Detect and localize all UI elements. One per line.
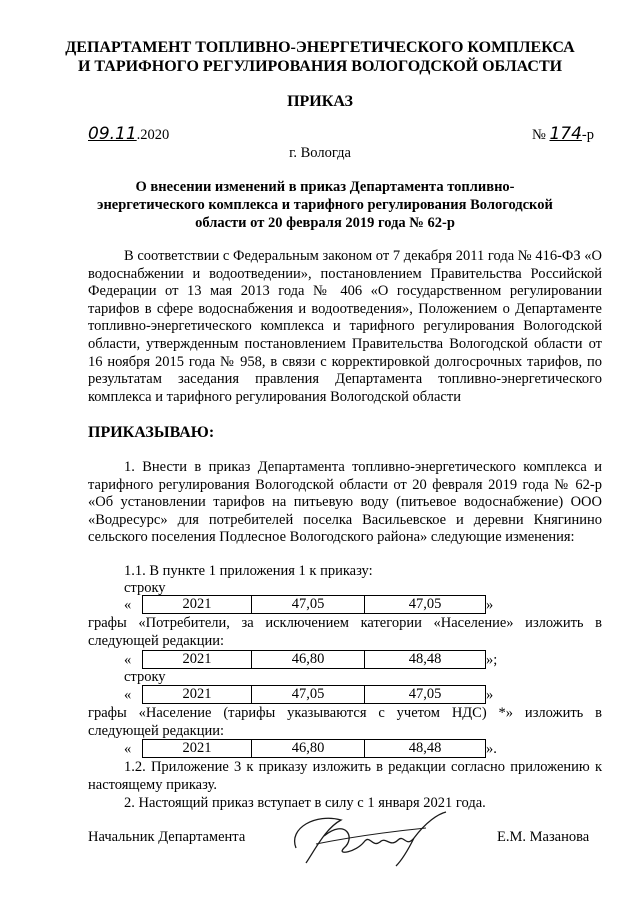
row-2-value-2: 48,48 [365,651,486,669]
row-1-value-1: 47,05 [252,596,365,614]
document-number [532,124,594,144]
graph-1-text: графы «Потребители, за исключением категории «Население» изложить в следующей редакции: [88,615,602,649]
tariff-row-2 [142,650,486,669]
row-2-year: 2021 [143,651,252,669]
tariff-row-3 [142,685,486,704]
number-prefix: № [532,127,546,143]
department-name-line1: ДЕПАРТАМЕНТ ТОПЛИВНО-ЭНЕРГЕТИЧЕСКОГО КОМПЛЕКСА [65,39,575,56]
quote-close-4: ». [486,741,497,757]
row-caption-1: строку [124,580,166,596]
handwritten-date: 09.11 [88,124,137,144]
row-1-year: 2021 [143,596,252,614]
quote-open-2: « [124,652,132,668]
document-type: ПРИКАЗ [287,93,353,110]
tariff-row-1 [142,595,486,614]
quote-open-3: « [124,687,132,703]
item-1 [88,459,602,547]
signatory-name: Е.М. Мазанова [497,829,590,845]
preamble-text: В соответствии с Федеральным законом от 7 декабря 2011 года № 416-ФЗ «О водоснабжении и водоотведении», постановлением Правительства Российской Федерации от 13 мая 2013 года № 406 «О государственном регулировании тарифов в сфере водоснабжения и водоотведения», Положением о Департаменте топливно-энергетического комплекса и тарифного регулирования Вологодской области, утвержденным постановлением Правительства Вологодской области от 16 ноября 2015 года № 958, в связи с корректировкой долгосрочных тарифов, по результатам заседания правления Департамента топливно-энергетического комплекса и тарифного регулирования Вологодской области [88,248,602,405]
row-1-value-2: 47,05 [365,596,486,614]
graph-2 [88,705,602,740]
handwritten-number: 174 [549,124,582,144]
order-title-line1: О внесении изменений в приказ Департамента топливно- [135,179,515,195]
quote-open-4: « [124,741,132,757]
document-date [88,124,169,144]
graph-2-text: графы «Население (тарифы указываются с учетом НДС) *» изложить в следующей редакции: [88,705,602,739]
quote-close-3: » [486,687,494,703]
handwritten-signature [286,808,456,870]
signatory-position: Начальник Департамента [88,829,246,845]
quote-close-1: » [486,597,494,613]
item-2: 2. Настоящий приказ вступает в силу с 1 января 2021 года. [124,795,486,811]
quote-open-1: « [124,597,132,613]
row-4-value-1: 46,80 [252,740,365,758]
department-name-line2: И ТАРИФНОГО РЕГУЛИРОВАНИЯ ВОЛОГОДСКОЙ ОБЛАСТИ [77,58,563,75]
row-4-value-2: 48,48 [365,740,486,758]
date-year: .2020 [136,127,170,143]
graph-1 [88,615,602,650]
item-1-2-text: 1.2. Приложение 3 к приказу изложить в редакции согласно приложению к настоящему приказу. [88,759,602,793]
row-3-value-2: 47,05 [365,686,486,704]
row-3-year: 2021 [143,686,252,704]
order-title-line3: области от 20 февраля 2019 года № 62-р [195,215,455,231]
quote-close-2: »; [486,652,498,668]
row-3-value-1: 47,05 [252,686,365,704]
item-1-1: 1.1. В пункте 1 приложения 1 к приказу: [124,563,373,579]
order-word: ПРИКАЗЫВАЮ: [88,424,215,441]
item-1-text: 1. Внести в приказ Департамента топливно-энергетического комплекса и тарифного регулирования Вологодской области от 20 февраля 2019 года № 62-р «Об установлении тарифов на питьевую воду (питьевое водоснабжение) ООО «Водресурс» для потребителей поселка Васильевское и деревни Княгинино сельского поселения Подлесное Вологодского района» следующие изменения: [88,459,602,546]
preamble [88,248,602,406]
order-title-line2: энергетического комплекса и тарифного регулирования Вологодской [97,197,553,213]
item-1-2 [88,759,602,794]
row-4-year: 2021 [143,740,252,758]
number-suffix: -р [581,127,595,143]
tariff-row-4 [142,739,486,758]
city: г. Вологда [289,145,351,161]
row-2-value-1: 46,80 [252,651,365,669]
row-caption-3: строку [124,669,166,685]
